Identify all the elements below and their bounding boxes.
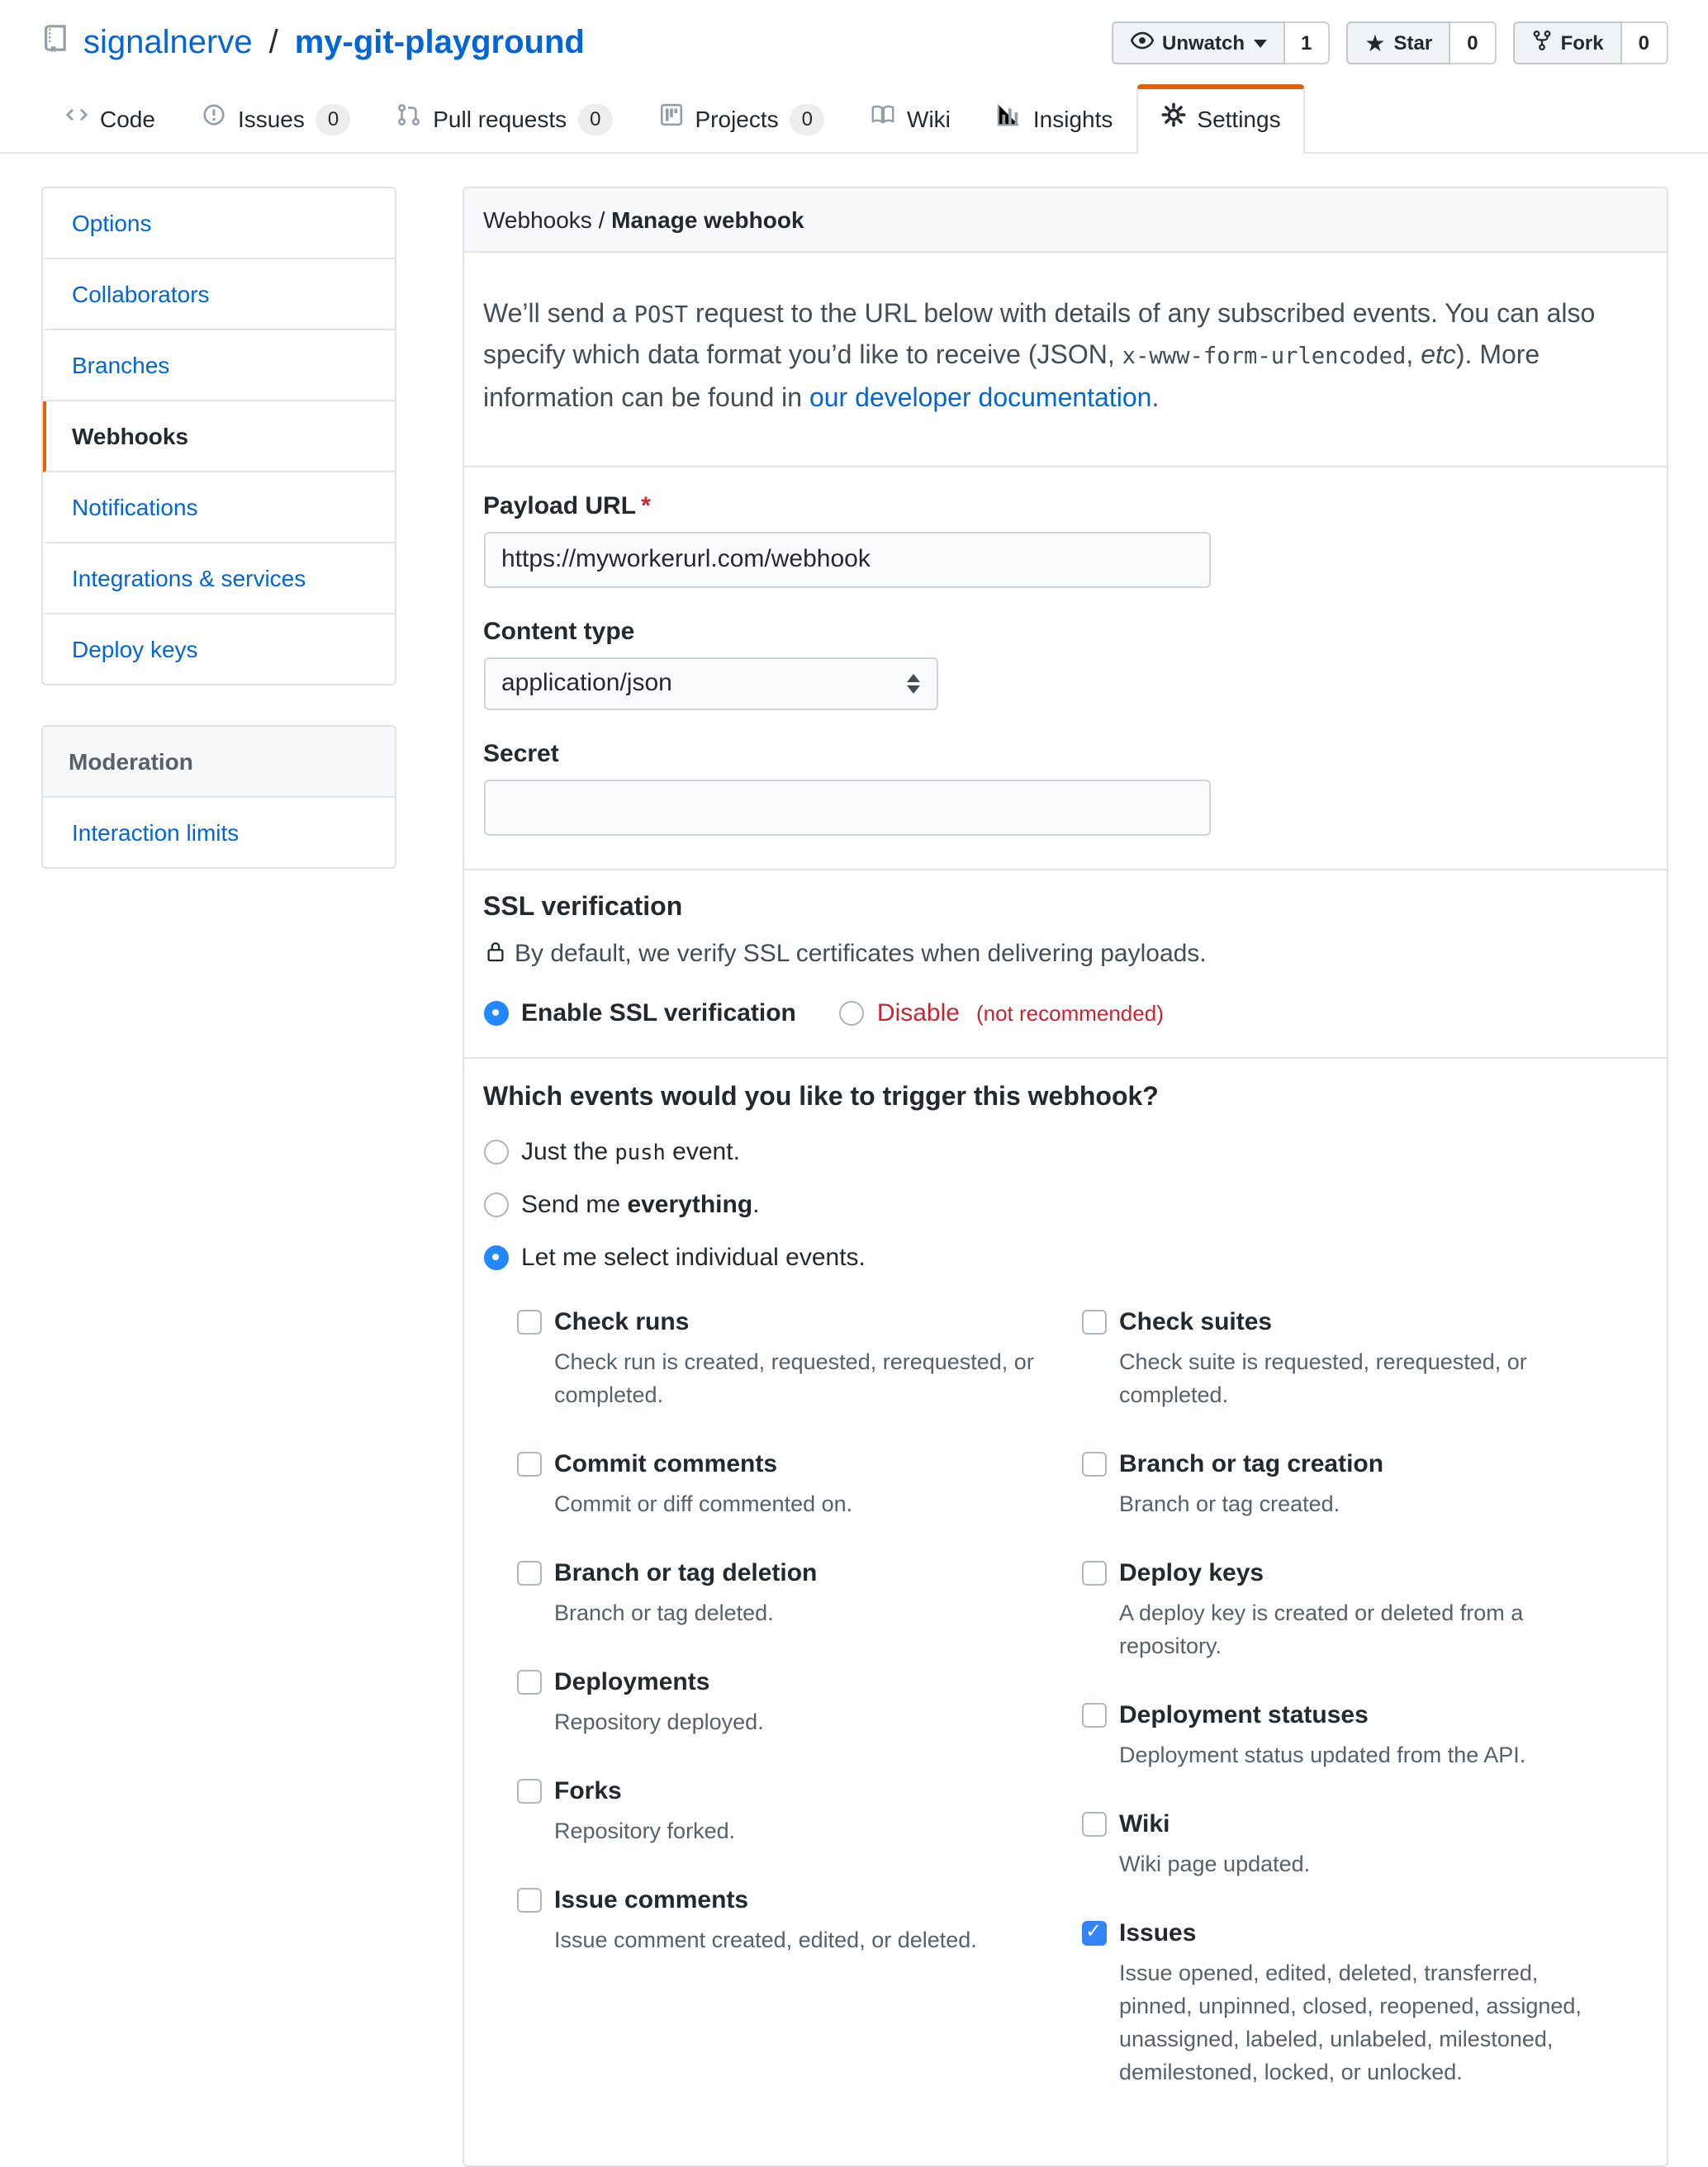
event-forks-toggle[interactable] bbox=[516, 1776, 1041, 1809]
star-label: Star bbox=[1393, 31, 1433, 55]
event-deploy-keys bbox=[1081, 1558, 1606, 1663]
select-arrows-icon bbox=[906, 667, 919, 700]
ssl-note: By default, we verify SSL certificates when delivering payloads. bbox=[483, 938, 1646, 971]
tab-label: Issues bbox=[237, 106, 305, 132]
gear-icon bbox=[1160, 102, 1185, 135]
enable-ssl-label: Enable SSL verification bbox=[521, 998, 796, 1027]
event-title: Branch or tag creation bbox=[1119, 1449, 1384, 1478]
event-description: Check run is created, requested, rerequested, or completed. bbox=[554, 1349, 1034, 1407]
star-button-group bbox=[1346, 21, 1496, 64]
breadcrumb-separator: / bbox=[591, 206, 612, 233]
event-description: Commit or diff commented on. bbox=[554, 1491, 853, 1516]
unwatch-button[interactable] bbox=[1111, 21, 1284, 64]
developer-documentation-link[interactable]: our developer documentation bbox=[809, 384, 1152, 413]
tab-label: Projects bbox=[695, 106, 779, 132]
checkbox[interactable] bbox=[516, 1670, 541, 1695]
disable-ssl-label: Disable bbox=[876, 998, 960, 1027]
secret-label: Secret bbox=[483, 739, 559, 768]
tab-label: Wiki bbox=[907, 106, 951, 132]
event-description: Repository forked. bbox=[554, 1818, 736, 1843]
disable-ssl-radio-option[interactable] bbox=[839, 999, 1164, 1027]
projects-counter: 0 bbox=[790, 103, 824, 135]
chevron-down-icon bbox=[1253, 39, 1266, 54]
just-push-radio[interactable] bbox=[483, 1140, 508, 1164]
event-title: Deployments bbox=[554, 1667, 710, 1696]
everything-radio-option[interactable] bbox=[483, 1191, 1646, 1219]
payload-url-input[interactable] bbox=[483, 532, 1210, 588]
event-description: Issue opened, edited, deleted, transferred, pinned, unpinned, closed, reopened, assigned, unassigned, labeled, unlabeled, milestoned, demilestoned, locked, or unlocked. bbox=[1119, 1960, 1582, 2084]
event-commit-comments bbox=[516, 1449, 1041, 1521]
moderation-menu bbox=[40, 725, 396, 869]
repo-header bbox=[0, 0, 1708, 84]
settings-menu bbox=[40, 187, 396, 685]
event-description: Repository deployed. bbox=[554, 1709, 764, 1734]
individual-events-label: Let me select individual events. bbox=[521, 1243, 866, 1272]
tab-label: Pull requests bbox=[433, 106, 567, 132]
event-branch-tag-creation-toggle[interactable] bbox=[1081, 1449, 1606, 1482]
repo-icon bbox=[40, 21, 70, 64]
urlencoded-code: x-www-form-urlencoded bbox=[1122, 344, 1407, 371]
event-branch-tag-deletion-toggle[interactable] bbox=[516, 1558, 1041, 1591]
fork-count[interactable]: 0 bbox=[1622, 21, 1668, 64]
checkbox[interactable] bbox=[1081, 1703, 1106, 1728]
settings-sidebar bbox=[40, 187, 396, 908]
event-wiki bbox=[1081, 1809, 1606, 1881]
watch-button-group bbox=[1111, 21, 1330, 64]
event-description: Branch or tag deleted. bbox=[554, 1600, 774, 1625]
fork-button-group bbox=[1513, 21, 1668, 64]
tab-code[interactable] bbox=[40, 86, 178, 152]
event-issues bbox=[1081, 1918, 1606, 2089]
event-branch-tag-deletion bbox=[516, 1558, 1041, 1630]
checkbox[interactable] bbox=[1081, 1561, 1106, 1586]
event-title: Check runs bbox=[554, 1307, 690, 1336]
event-description: Check suite is requested, rerequested, or completed. bbox=[1119, 1349, 1527, 1407]
graph-icon bbox=[997, 102, 1022, 135]
webhook-box bbox=[462, 187, 1668, 2167]
repo-owner-link[interactable]: signalnerve bbox=[83, 24, 253, 60]
repo-actions bbox=[1111, 21, 1668, 64]
event-branch-tag-creation bbox=[1081, 1449, 1606, 1521]
content-type-label: Content type bbox=[483, 617, 635, 646]
sidebar-item-webhooks[interactable]: Webhooks bbox=[42, 401, 394, 472]
tab-issues[interactable] bbox=[178, 86, 373, 152]
watch-count[interactable]: 1 bbox=[1284, 21, 1330, 64]
required-asterisk: * bbox=[641, 491, 651, 520]
enable-ssl-radio-option[interactable] bbox=[483, 999, 796, 1027]
individual-events-radio-option[interactable] bbox=[483, 1244, 1646, 1272]
everything-label: Send me everything. bbox=[521, 1190, 760, 1219]
fork-label: Fork bbox=[1560, 31, 1604, 55]
breadcrumb-webhooks-link[interactable]: Webhooks bbox=[483, 206, 592, 233]
book-icon bbox=[871, 102, 895, 135]
checkbox[interactable] bbox=[516, 1888, 541, 1913]
secret-input[interactable] bbox=[483, 780, 1210, 836]
webhook-intro-text: We’ll send a POST request to the URL below with details of any subscribed events. You can also specify which data format you’d like to receive (JSON, x-www-form-urlencoded, etc). More information can be found in our developer documentation. bbox=[483, 301, 1596, 413]
individual-events-radio[interactable] bbox=[483, 1245, 508, 1270]
repo-name-link[interactable]: my-git-playground bbox=[294, 24, 585, 60]
just-push-label: Just the push event. bbox=[521, 1137, 740, 1166]
event-description: Wiki page updated. bbox=[1119, 1851, 1311, 1876]
tab-projects[interactable] bbox=[636, 86, 848, 152]
content-type-value: application/json bbox=[501, 669, 672, 698]
ssl-verification-heading: SSL verification bbox=[483, 893, 683, 922]
tab-settings[interactable] bbox=[1136, 84, 1305, 154]
event-title: Deployment statuses bbox=[1119, 1700, 1369, 1729]
enable-ssl-radio[interactable] bbox=[483, 1001, 508, 1026]
issue-opened-icon bbox=[202, 102, 226, 135]
event-issue-comments bbox=[516, 1885, 1041, 1957]
repo-title bbox=[40, 21, 585, 64]
fork-button[interactable] bbox=[1513, 21, 1622, 64]
events-heading: Which events would you like to trigger this webhook? bbox=[483, 1083, 1159, 1112]
event-commit-comments-toggle[interactable] bbox=[516, 1449, 1041, 1482]
event-issues-toggle[interactable] bbox=[1081, 1918, 1606, 1951]
event-issue-comments-toggle[interactable] bbox=[516, 1885, 1041, 1918]
events-column-right bbox=[1081, 1306, 1646, 2126]
sidebar-item-branches[interactable]: Branches bbox=[42, 330, 394, 401]
checkbox[interactable] bbox=[516, 1452, 541, 1477]
repo-path-separator: / bbox=[268, 24, 278, 60]
project-icon bbox=[659, 102, 684, 135]
event-deployment-statuses bbox=[1081, 1700, 1606, 1772]
event-deployments-toggle[interactable] bbox=[516, 1667, 1041, 1700]
sidebar-item-collaborators[interactable]: Collaborators bbox=[42, 259, 394, 330]
event-check-suites bbox=[1081, 1306, 1606, 1412]
moderation-heading: Moderation bbox=[42, 727, 394, 798]
event-check-runs-toggle[interactable] bbox=[516, 1306, 1041, 1340]
tab-pull-requests[interactable] bbox=[373, 86, 635, 152]
tab-label: Code bbox=[100, 106, 155, 132]
checkbox[interactable] bbox=[516, 1561, 541, 1586]
lock-icon bbox=[483, 938, 506, 971]
star-count[interactable]: 0 bbox=[1450, 21, 1496, 64]
just-push-radio-option[interactable] bbox=[483, 1138, 1646, 1166]
event-deployments bbox=[516, 1667, 1041, 1739]
tab-wiki[interactable] bbox=[847, 86, 974, 152]
event-description: Branch or tag created. bbox=[1119, 1491, 1340, 1516]
payload-url-label: Payload URL * bbox=[483, 491, 651, 520]
checkbox[interactable] bbox=[1081, 1812, 1106, 1837]
events-grid bbox=[516, 1306, 1646, 2126]
star-icon: ★ bbox=[1364, 30, 1386, 56]
page-title: Manage webhook bbox=[611, 206, 804, 233]
checkbox[interactable] bbox=[1081, 1921, 1106, 1946]
event-title: Check suites bbox=[1119, 1307, 1273, 1336]
sidebar-item-notifications[interactable]: Notifications bbox=[42, 472, 394, 543]
sidebar-item-interaction-limits[interactable]: Interaction limits bbox=[72, 819, 240, 846]
checkbox[interactable] bbox=[516, 1310, 541, 1335]
eye-icon bbox=[1129, 28, 1154, 58]
disable-ssl-radio[interactable] bbox=[839, 1001, 864, 1026]
event-description: Deployment status updated from the API. bbox=[1119, 1742, 1526, 1767]
event-description: A deploy key is created or deleted from a repository. bbox=[1119, 1600, 1524, 1658]
event-deploy-keys-toggle[interactable] bbox=[1081, 1558, 1606, 1591]
git-pull-request-icon bbox=[396, 102, 421, 135]
event-title: Issues bbox=[1119, 1918, 1197, 1947]
event-forks bbox=[516, 1776, 1041, 1848]
pull-requests-counter: 0 bbox=[578, 103, 612, 135]
content-type-select[interactable] bbox=[483, 657, 937, 710]
event-title: Forks bbox=[554, 1776, 622, 1805]
sidebar-item-options[interactable]: Options bbox=[42, 188, 394, 259]
code-icon bbox=[64, 102, 88, 135]
event-title: Commit comments bbox=[554, 1449, 778, 1478]
checkbox[interactable] bbox=[516, 1779, 541, 1804]
sidebar-item-deploy-keys[interactable]: Deploy keys bbox=[72, 636, 198, 662]
breadcrumb bbox=[463, 188, 1666, 253]
everything-radio[interactable] bbox=[483, 1193, 508, 1217]
event-check-runs bbox=[516, 1306, 1041, 1412]
star-button[interactable] bbox=[1346, 21, 1450, 64]
fork-icon bbox=[1531, 28, 1553, 58]
event-description: Issue comment created, edited, or deleted. bbox=[554, 1927, 977, 1952]
event-title: Deploy keys bbox=[1119, 1558, 1264, 1587]
checkbox[interactable] bbox=[1081, 1310, 1106, 1335]
checkbox[interactable] bbox=[1081, 1452, 1106, 1477]
unwatch-label: Unwatch bbox=[1162, 31, 1245, 55]
tab-insights[interactable] bbox=[974, 86, 1136, 152]
repo-tabnav bbox=[0, 84, 1708, 154]
event-title: Wiki bbox=[1119, 1809, 1170, 1838]
event-title: Issue comments bbox=[554, 1885, 749, 1914]
event-check-suites-toggle[interactable] bbox=[1081, 1306, 1606, 1340]
tab-label: Settings bbox=[1197, 106, 1281, 132]
issues-counter: 0 bbox=[316, 103, 350, 135]
event-wiki-toggle[interactable] bbox=[1081, 1809, 1606, 1842]
sidebar-item-integrations[interactable]: Integrations & services bbox=[42, 543, 394, 614]
event-deployment-statuses-toggle[interactable] bbox=[1081, 1700, 1606, 1733]
events-column-left bbox=[516, 1306, 1081, 2126]
tab-label: Insights bbox=[1032, 106, 1113, 132]
event-title: Branch or tag deletion bbox=[554, 1558, 818, 1587]
post-code: POST bbox=[633, 302, 689, 329]
disable-ssl-note: (not recommended) bbox=[975, 1000, 1164, 1026]
